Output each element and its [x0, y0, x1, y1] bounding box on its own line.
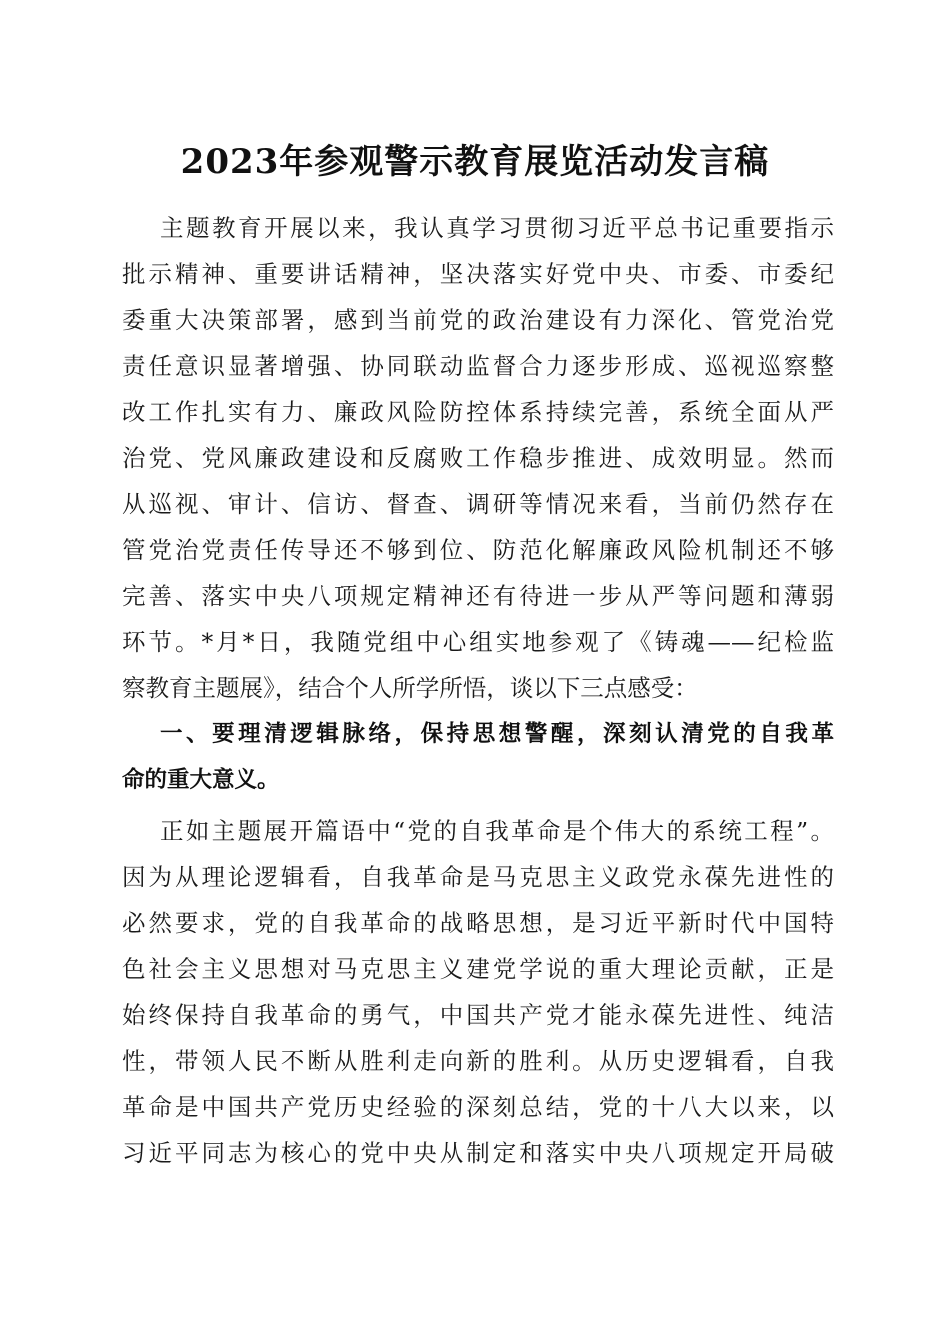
paragraph-1-line: 从巡视、审计、信访、督查、调研等情况来看，当前仍然存在: [122, 490, 834, 518]
paragraph-1-line: 主题教育开展以来，我认真学习贯彻习近平总书记重要指示: [160, 214, 834, 242]
document-title: 2023年参观警示教育展览活动发言稿: [180, 142, 770, 182]
paragraph-1-line: 改工作扎实有力、廉政风险防控体系持续完善，系统全面从严: [122, 398, 834, 426]
document-body-upper: [122, 205, 834, 803]
paragraph-2-line: 习近平同志为核心的党中央从制定和落实中央八项规定开局破: [122, 1139, 834, 1167]
paragraph-2-line: 因为从理论逻辑看，自我革命是马克思主义政党永葆先进性的: [122, 863, 834, 891]
paragraph-1-line: 责任意识显著增强、协同联动监督合力逐步形成、巡视巡察整: [122, 352, 834, 380]
paragraph-2-line: 革命是中国共产党历史经验的深刻总结，党的十八大以来，以: [122, 1093, 834, 1121]
paragraph-2-line: 色社会主义思想对马克思主义建党学说的重大理论贡献，正是: [122, 955, 834, 983]
paragraph-1-line: 环节。*月*日，我随党组中心组实地参观了《铸魂——纪检监: [122, 628, 834, 656]
document-body-lower: [122, 808, 834, 1176]
paragraph-1-line: 治党、党风廉政建设和反腐败工作稳步推进、成效明显。然而: [122, 444, 834, 472]
paragraph-2-line: 必然要求，党的自我革命的战略思想，是习近平新时代中国特: [122, 909, 834, 937]
paragraph-2-line: 始终保持自我革命的勇气，中国共产党才能永葆先进性、纯洁: [122, 1001, 834, 1029]
paragraph-2-line: 性，带领人民不断从胜利走向新的胜利。从历史逻辑看，自我: [122, 1047, 834, 1075]
paragraph-1-line: 察教育主题展》，结合个人所学所悟，谈以下三点感受：: [122, 674, 698, 702]
paragraph-1-line: 委重大决策部署，感到当前党的政治建设有力深化、管党治党: [122, 306, 834, 334]
section-heading-1-line: 命的重大意义。: [122, 767, 280, 793]
paragraph-1-line: 完善、落实中央八项规定精神还有待进一步从严等问题和薄弱: [122, 582, 834, 610]
paragraph-1-line: 批示精神、重要讲话精神，坚决落实好党中央、市委、市委纪: [122, 260, 834, 288]
paragraph-2-line: 正如主题展开篇语中“党的自我革命是个伟大的系统工程”。: [160, 817, 834, 845]
section-heading-1-line: 一、要理清逻辑脉络，保持思想警醒，深刻认清党的自我革: [160, 721, 834, 747]
paragraph-1-line: 管党治党责任传导还不够到位、防范化解廉政风险机制还不够: [122, 536, 834, 564]
